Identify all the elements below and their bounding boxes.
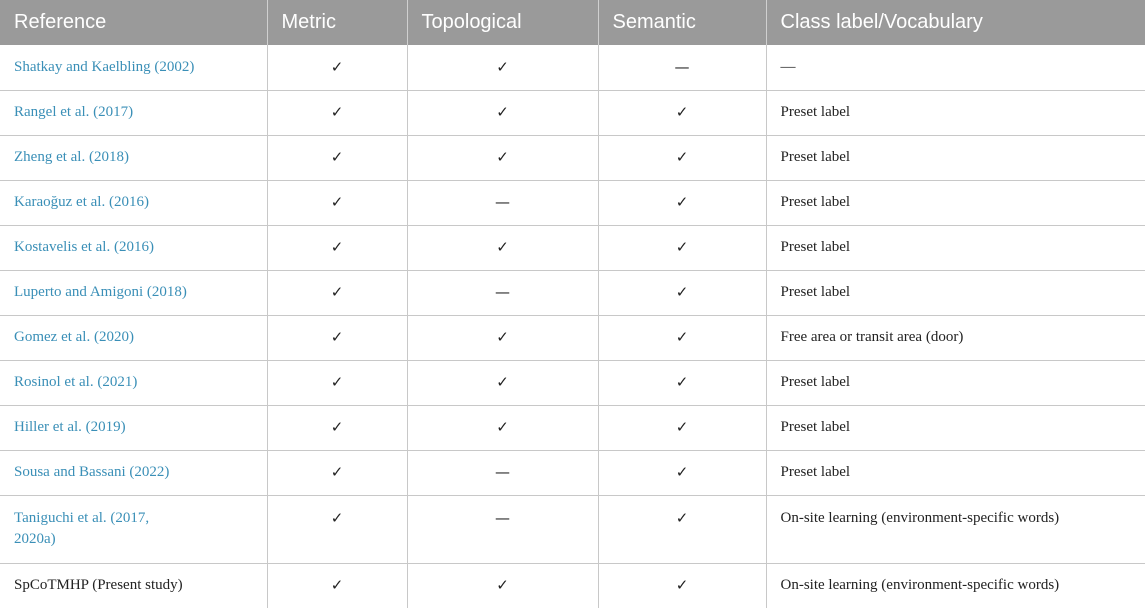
semantic-cell: ✓ bbox=[598, 90, 766, 135]
table-row bbox=[0, 45, 1145, 90]
table-row bbox=[0, 90, 1145, 135]
topological-cell: ✓ bbox=[407, 225, 598, 270]
table-row bbox=[0, 315, 1145, 360]
metric-cell: ✓ bbox=[267, 450, 407, 495]
semantic-cell: ✓ bbox=[598, 225, 766, 270]
class-label-cell: Preset label bbox=[766, 180, 1145, 225]
reference-link[interactable]: Kostavelis et al. (2016) bbox=[0, 225, 267, 270]
header-metric: Metric bbox=[267, 0, 407, 45]
semantic-cell: ✓ bbox=[598, 180, 766, 225]
table-row bbox=[0, 563, 1145, 608]
metric-cell: ✓ bbox=[267, 225, 407, 270]
table-row bbox=[0, 180, 1145, 225]
semantic-cell: ✓ bbox=[598, 135, 766, 180]
table-row bbox=[0, 405, 1145, 450]
reference-link[interactable]: Hiller et al. (2019) bbox=[0, 405, 267, 450]
header-class-label: Class label/Vocabulary bbox=[766, 0, 1145, 45]
metric-cell: ✓ bbox=[267, 135, 407, 180]
topological-cell: ✓ bbox=[407, 315, 598, 360]
class-label-cell: Preset label bbox=[766, 225, 1145, 270]
reference-link[interactable]: Zheng et al. (2018) bbox=[0, 135, 267, 180]
reference-link[interactable]: Luperto and Amigoni (2018) bbox=[0, 270, 267, 315]
metric-cell: ✓ bbox=[267, 360, 407, 405]
topological-cell: ✓ bbox=[407, 563, 598, 608]
table-row bbox=[0, 495, 1145, 563]
semantic-cell: ✓ bbox=[598, 563, 766, 608]
semantic-cell: — bbox=[598, 45, 766, 90]
semantic-cell: ✓ bbox=[598, 315, 766, 360]
reference-link[interactable]: Rosinol et al. (2021) bbox=[0, 360, 267, 405]
class-label-cell: Free area or transit area (door) bbox=[766, 315, 1145, 360]
topological-cell: — bbox=[407, 495, 598, 563]
table-row bbox=[0, 360, 1145, 405]
reference-link[interactable]: Sousa and Bassani (2022) bbox=[0, 450, 267, 495]
semantic-cell: ✓ bbox=[598, 360, 766, 405]
reference-link[interactable]: Gomez et al. (2020) bbox=[0, 315, 267, 360]
reference-link[interactable]: Rangel et al. (2017) bbox=[0, 90, 267, 135]
semantic-cell: ✓ bbox=[598, 270, 766, 315]
metric-cell: ✓ bbox=[267, 270, 407, 315]
topological-cell: ✓ bbox=[407, 90, 598, 135]
class-label-cell: Preset label bbox=[766, 90, 1145, 135]
metric-cell: ✓ bbox=[267, 563, 407, 608]
topological-cell: — bbox=[407, 270, 598, 315]
class-label-cell: Preset label bbox=[766, 405, 1145, 450]
metric-cell: ✓ bbox=[267, 405, 407, 450]
topological-cell: ✓ bbox=[407, 360, 598, 405]
table-row bbox=[0, 450, 1145, 495]
topological-cell: ✓ bbox=[407, 405, 598, 450]
metric-cell: ✓ bbox=[267, 315, 407, 360]
class-label-cell: Preset label bbox=[766, 270, 1145, 315]
reference-text: SpCoTMHP (Present study) bbox=[0, 563, 267, 608]
metric-cell: ✓ bbox=[267, 45, 407, 90]
header-reference: Reference bbox=[0, 0, 267, 45]
semantic-cell: ✓ bbox=[598, 405, 766, 450]
class-label-cell: Preset label bbox=[766, 360, 1145, 405]
table-row bbox=[0, 270, 1145, 315]
table-row bbox=[0, 225, 1145, 270]
header-row bbox=[0, 0, 1145, 45]
header-topological: Topological bbox=[407, 0, 598, 45]
class-label-cell: On-site learning (environment-specific words) bbox=[780, 577, 1060, 594]
topological-cell: ✓ bbox=[407, 135, 598, 180]
metric-cell: ✓ bbox=[267, 90, 407, 135]
class-label-cell: Preset label bbox=[766, 450, 1145, 495]
metric-cell: ✓ bbox=[267, 180, 407, 225]
class-label-cell: On-site learning (environment-specific words) bbox=[766, 495, 1145, 563]
table-row bbox=[0, 135, 1145, 180]
class-label-cell: Preset label bbox=[766, 135, 1145, 180]
topological-cell: — bbox=[407, 180, 598, 225]
topological-cell: — bbox=[407, 450, 598, 495]
reference-link[interactable]: Karaoğuz et al. (2016) bbox=[0, 180, 267, 225]
semantic-cell: ✓ bbox=[598, 450, 766, 495]
semantic-cell: ✓ bbox=[598, 495, 766, 563]
topological-cell: ✓ bbox=[407, 45, 598, 90]
reference-link[interactable]: Taniguchi et al. (2017, 2020a) bbox=[0, 495, 267, 563]
reference-link[interactable]: Shatkay and Kaelbling (2002) bbox=[0, 45, 267, 90]
header-semantic: Semantic bbox=[598, 0, 766, 45]
class-label-cell: — bbox=[766, 45, 1145, 90]
metric-cell: ✓ bbox=[267, 495, 407, 563]
